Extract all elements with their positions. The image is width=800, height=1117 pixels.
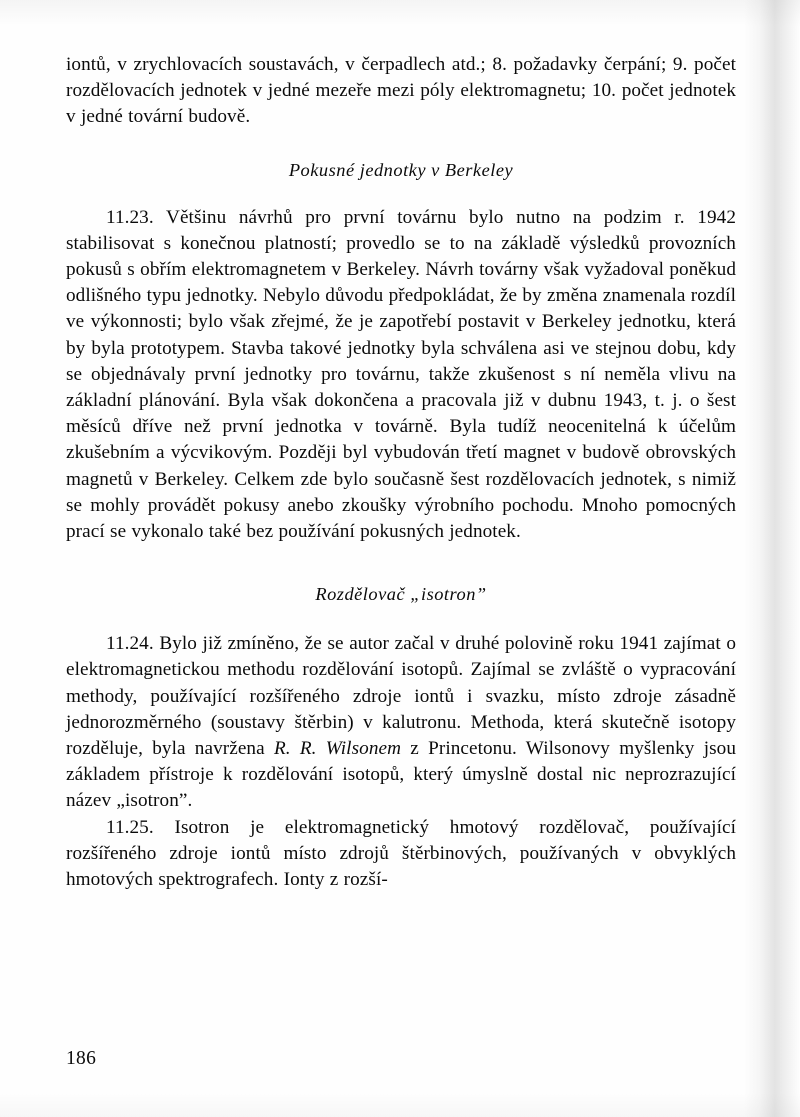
cited-person-name: R. R. Wilsonem bbox=[273, 738, 402, 760]
paragraph-11-24-text-before-name: 11.24. Bylo již zmíněno, že se autor začal v druhé polovině roku 1941 zajímat o elektromagnetickou methodu rozdělování isotopů. Zajímal se zvláště o vypracování methody, používající rozšířeného zdroje iontů i svazku, místo zdroje zásadně jednorozměrného (soustavy štěrbin) v kalutronu. Methoda, která skutečně isotopy rozděluje, byla navržena bbox=[66, 633, 736, 760]
scan-shadow-bottom bbox=[0, 1093, 800, 1117]
paragraph-11-23: 11.23. Většinu návrhů pro první továrnu bylo nutno na podzim r. 1942 stabilisovat s konečnou platností; provedlo se to na základě výsledků provozních pokusů s obřím elektromagnetem v Berkeley. Návrh továrny však vyžadoval poněkud odlišného typu jednotky. Nebylo důvodu předpokládat, že by změna znamenala rozdíl ve výkonnosti; bylo však zřejmé, že je zapotřebí postavit v Berkeley jednotku, která by byla prototypem. Stavba takové jednotky byla schválena asi ve stejnou dobu, kdy se objednávaly první jednotky pro továrnu, takže zkušenost s ní neměla vlivu na základní plánování. Byla však dokončena a pracovala již v dubnu 1943, t. j. o šest měsíců dříve než první jednotka v továrně. Byla tudíž neocenitelná k účelům zkušebním a výcvikovým. Později byl vybudován třetí magnet v budově obrovských magnetů v Berkeley. Celkem zde bylo současně šest rozdělovacích jednotek, s nimiž se mohly provádět pokusy anebo zkoušky výrobního pochodu. Mnoho pomocných prací se vykonalo také bez používání pokusných jednotek. bbox=[66, 206, 736, 543]
section-heading-pokusne-jednotky: Pokusné jednotky v Berkeley bbox=[288, 159, 514, 180]
continued-paragraph: iontů, v zrychlovacích soustavách, v čerpadlech atd.; 8. požadavky čerpání; 9. počet rozdělovacích jednotek v jedné mezeře mezi póly elektromagnetu; 10. počet jednotek v jedné tovární budově. bbox=[66, 54, 736, 128]
spacer bbox=[66, 607, 736, 631]
scan-shadow-right-edge bbox=[744, 0, 800, 1117]
page-number: 186 bbox=[66, 1048, 97, 1069]
spacer bbox=[66, 545, 736, 581]
paragraph-11-24 bbox=[66, 631, 736, 814]
scan-shadow-top bbox=[0, 0, 800, 26]
spacer bbox=[66, 183, 736, 205]
paragraph-11-25: 11.25. Isotron je elektromagnetický hmotový rozdělovač, používající rozšířeného zdroje iontů místo zdrojů štěrbinových, používaných v obvyklých hmotových spektrografech. Ionty z rozší- bbox=[66, 816, 736, 891]
paragraph-11-24-text-after-name: z Princetonu. Wilsonovy myšlenky jsou základem přístroje k rozdělování isotopů, který úmyslně dostal nic neprozrazující název „isotron”. bbox=[66, 738, 736, 812]
spacer bbox=[66, 131, 736, 157]
section-heading-rozdelovac-isotron: Rozdělovač „isotron” bbox=[315, 584, 487, 605]
text-column bbox=[66, 52, 736, 893]
